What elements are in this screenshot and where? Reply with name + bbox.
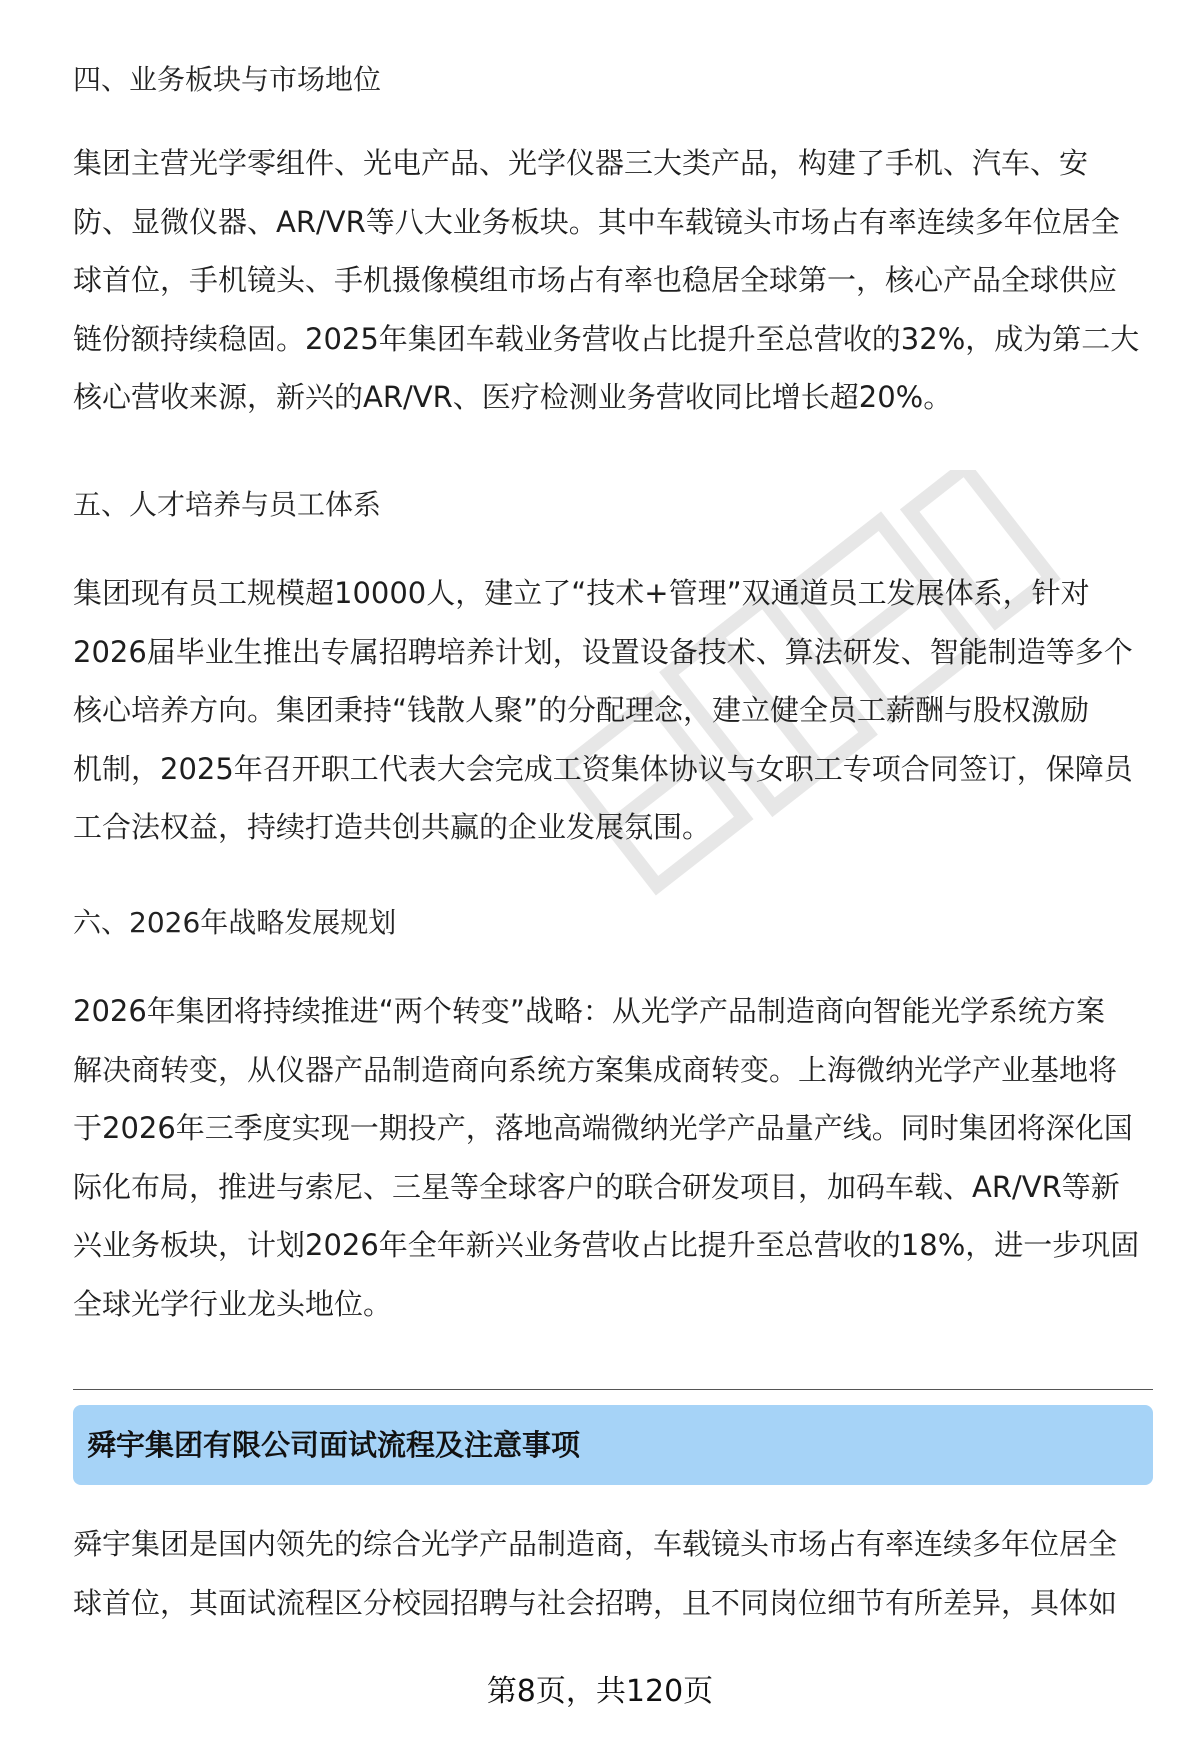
section-divider: [73, 1389, 1153, 1390]
text-line: 舜宇集团是国内领先的综合光学产品制造商，车载镜头市场占有率连续多年位居全: [73, 1527, 1118, 1561]
text-line: 机制，2025年召开职工代表大会完成工资集体协议与女职工专项合同签订，保障员: [73, 751, 1133, 786]
section-heading: 五、人才培养与员工体系: [73, 488, 382, 521]
text-line: 防、显微仪器、AR/VR等八大业务板块。其中车载镜头市场占有率连续多年位居全: [73, 204, 1120, 239]
section-heading: 六、2026年战略发展规划: [73, 906, 397, 939]
text-line: 链份额持续稳固。2025年集团车载业务营收占比提升至总营收的32%，成为第二大: [73, 321, 1140, 356]
text-line: 核心培养方向。集团秉持“钱散人聚”的分配理念，建立健全员工薪酬与股权激励: [73, 693, 1090, 727]
text-line: 球首位，其面试流程区分校园招聘与社会招聘，且不同岗位细节有所差异，具体如: [73, 1585, 1118, 1620]
section-paragraph: [73, 982, 1153, 1333]
section-banner: [73, 1405, 1153, 1485]
text-line: 核心营收来源，新兴的AR/VR、医疗检测业务营收同比增长超20%。: [73, 380, 953, 414]
text-line: 2026年集团将持续推进“两个转变”战略：从光学产品制造商向智能光学系统方案: [73, 994, 1105, 1028]
text-line: 球首位，手机镜头、手机摄像模组市场占有率也稳居全球第一，核心产品全球供应: [73, 263, 1118, 297]
text-line: 际化布局，推进与索尼、三星等全球客户的联合研发项目，加码车载、AR/VR等新: [73, 1169, 1120, 1204]
banner-title: 舜宇集团有限公司面试流程及注意事项: [87, 1428, 581, 1462]
text-line: 解决商转变，从仪器产品制造商向系统方案集成商转变。上海微纳光学产业基地将: [73, 1052, 1118, 1087]
text-line: 兴业务板块，计划2026年全年新兴业务营收占比提升至总营收的18%，进一步巩固: [73, 1228, 1140, 1262]
section-paragraph: [73, 134, 1153, 427]
text-line: 工合法权益，持续打造共创共赢的企业发展氛围。: [73, 810, 712, 844]
section-paragraph: [73, 564, 1153, 857]
text-line: 于2026年三季度实现一期投产，落地高端微纳光学产品量产线。同时集团将深化国: [73, 1111, 1133, 1145]
text-line: 集团主营光学零组件、光电产品、光学仪器三大类产品，构建了手机、汽车、安: [73, 146, 1089, 180]
page-number: 第8页，共120页: [486, 1674, 714, 1709]
text-line: 全球光学行业龙头地位。: [73, 1286, 393, 1321]
intro-paragraph: [73, 1515, 1153, 1632]
text-line: 集团现有员工规模超10000人，建立了“技术+管理”双通道员工发展体系，针对: [73, 576, 1090, 610]
text-line: 2026届毕业生推出专属招聘培养计划，设置设备技术、算法研发、智能制造等多个: [73, 634, 1133, 669]
section-heading: 四、业务板块与市场地位: [73, 63, 382, 96]
